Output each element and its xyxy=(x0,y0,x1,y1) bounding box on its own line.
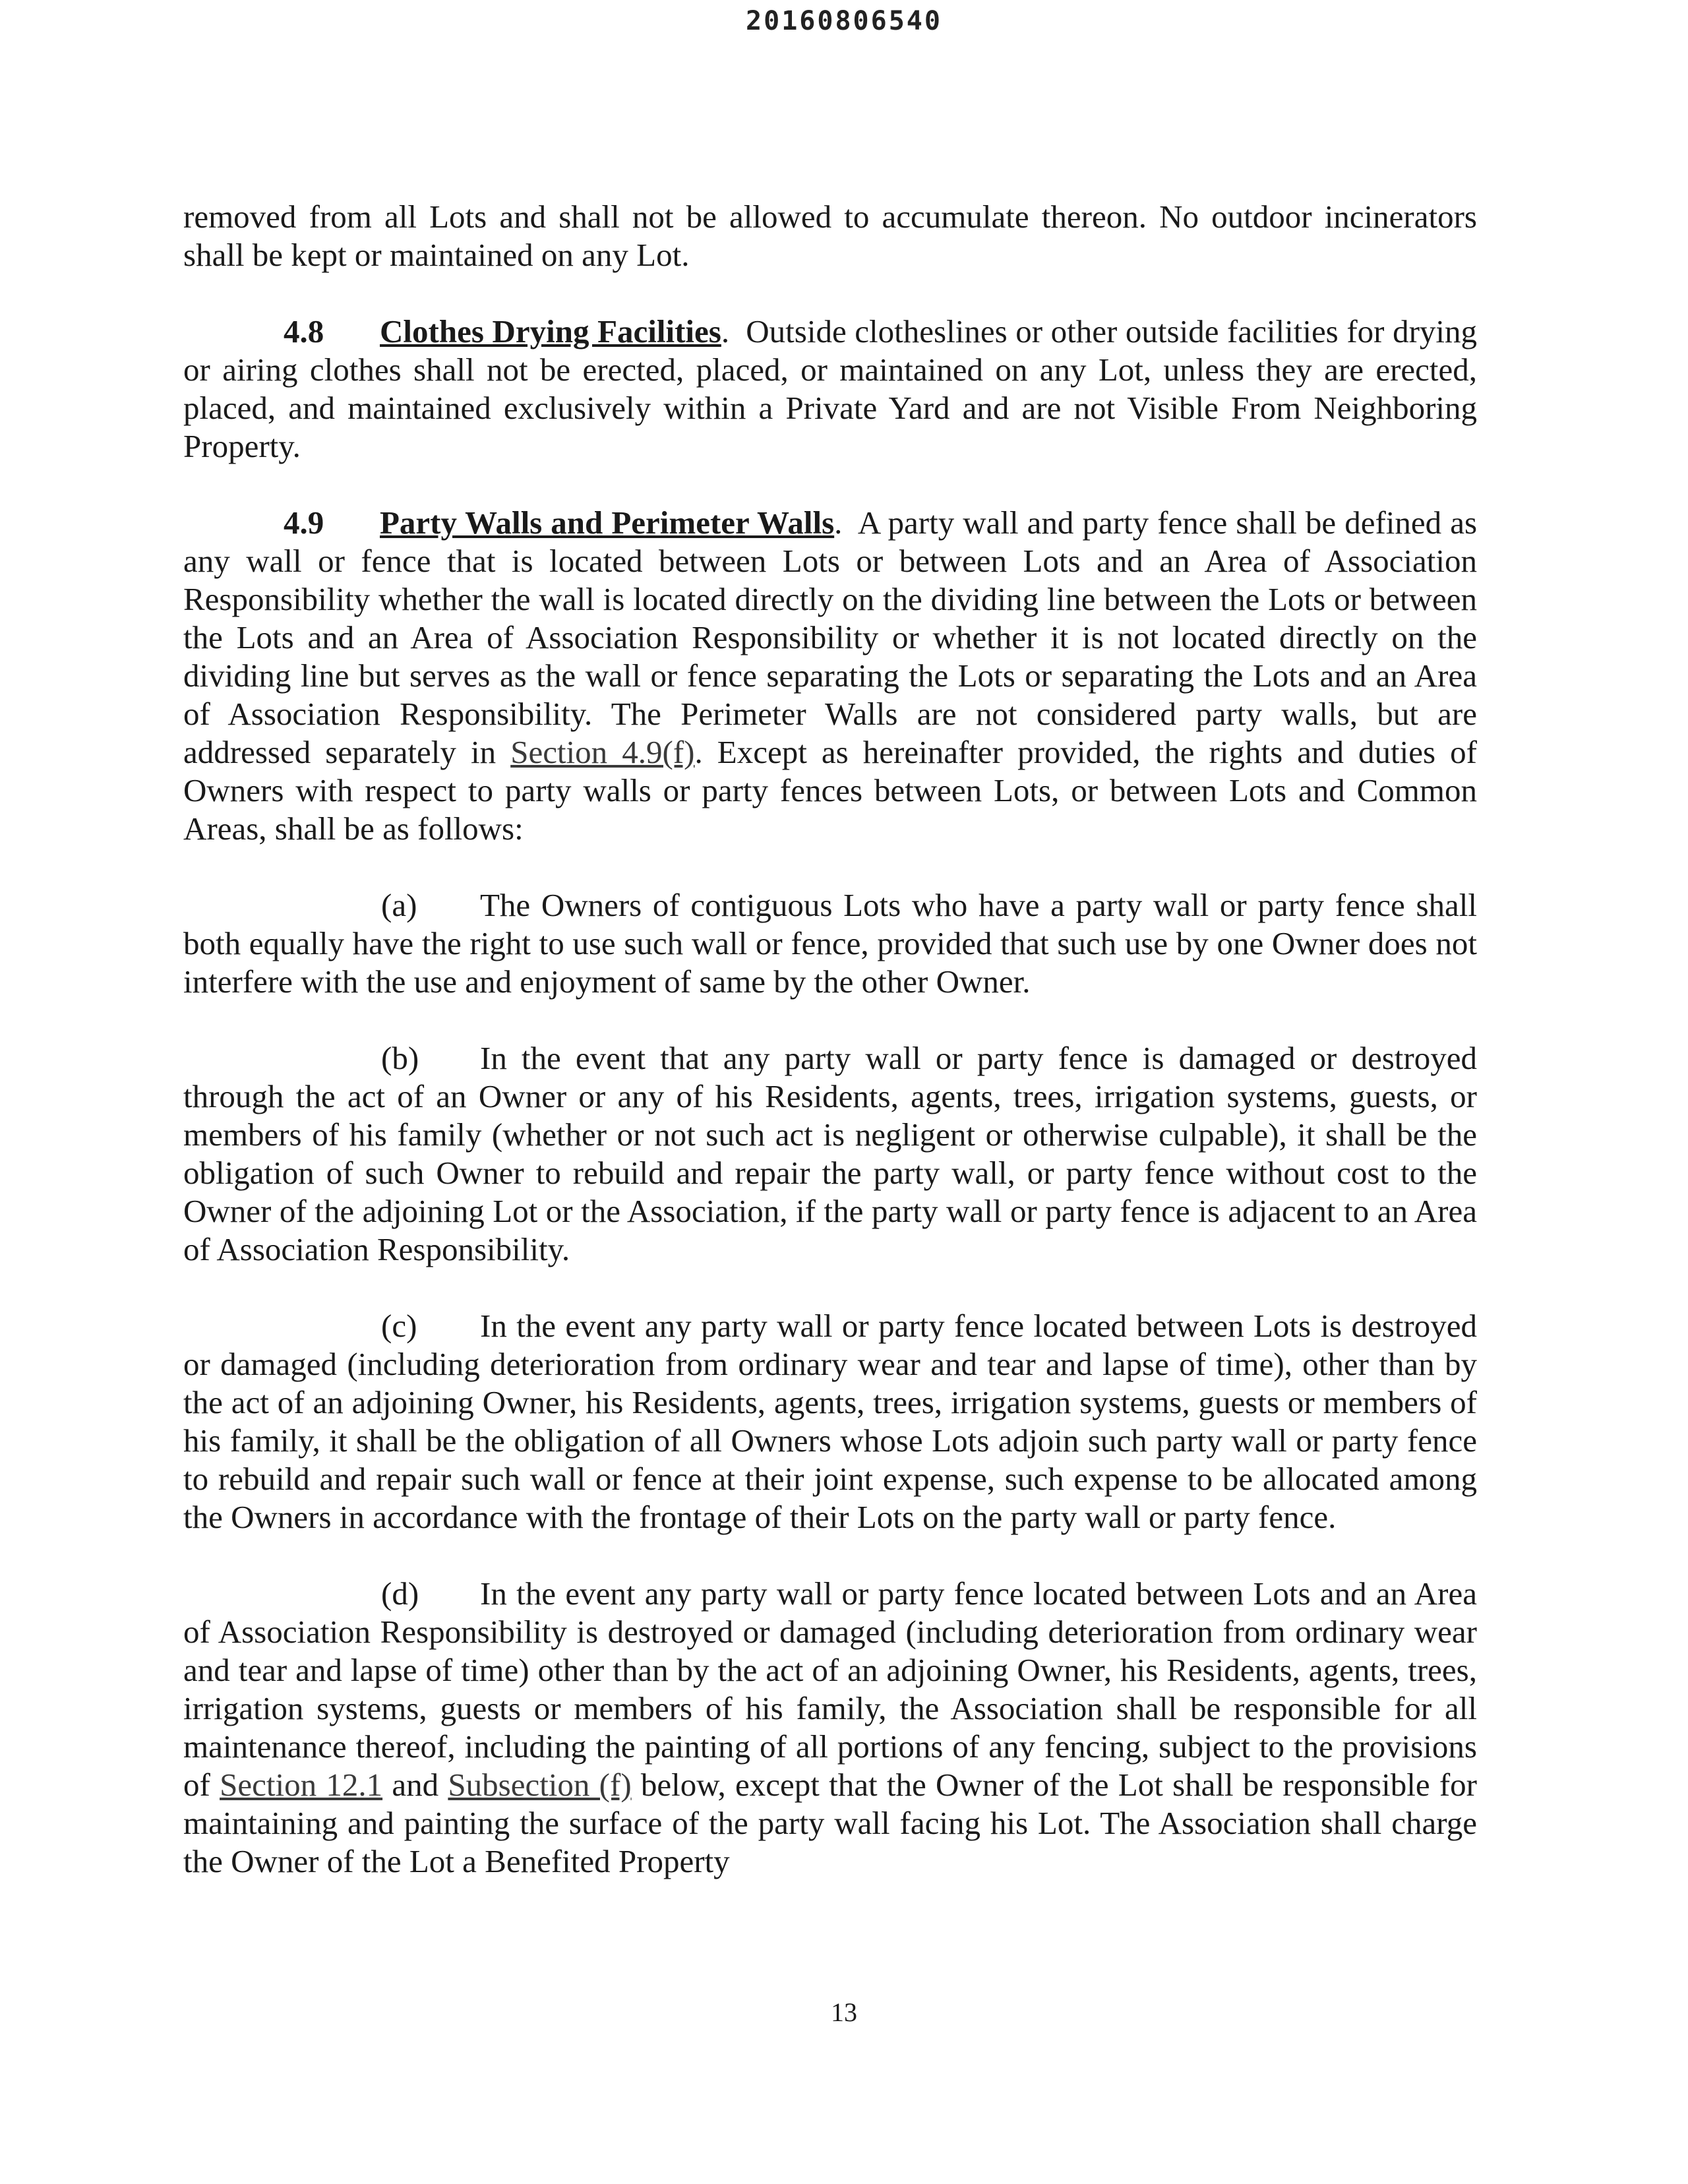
cross-reference-link[interactable]: Section 12.1 xyxy=(220,1767,383,1803)
subsection-label: (d) xyxy=(381,1575,419,1612)
section-4-8 xyxy=(183,313,1477,466)
subsection-text: In the event that any party wall or party fence is damaged or destroyed through the act of an Owner or any of his Residents, agents, trees, irrigation systems, guests, or members of his family (whether or not such act is negligent or otherwise culpable), it shall be the obligation of such Owner to rebuild and repair the party wall, or party fence without cost to the Owner of the adjoining Lot or the Association, if the party wall or party fence is adjacent to an Area of Association Responsibility. xyxy=(183,1040,1477,1267)
subsection-text: In the event any party wall or party fence located between Lots is destroyed or damaged (including deterioration from ordinary wear and tear and lapse of time), other than by the act of an adjoining Owner, his Residents, agents, trees, irrigation systems, guests or members of his family, it shall be the obligation of all Owners whose Lots adjoin such party wall or party fence to rebuild and repair such wall or fence at their joint expense, such expense to be allocated among the Owners in accordance with the frontage of their Lots on the party wall or party fence. xyxy=(183,1308,1477,1535)
subsection-label: (c) xyxy=(381,1308,417,1344)
intro-text: removed from all Lots and shall not be allowed to accumulate thereon. No outdoor incinerators shall be kept or maintained on any Lot. xyxy=(183,198,1477,273)
section-text: Outside clotheslines or other outside facilities for drying or airing clothes shall not be erected, placed, or maintained on any Lot, unless they are erected, placed, and maintained exclusively within a Private Yard and are not Visible From Neighboring Property. xyxy=(183,313,1478,464)
section-title: Party Walls and Perimeter Walls xyxy=(380,504,835,541)
section-number: 4.9 xyxy=(284,504,324,541)
cross-reference-link[interactable]: Subsection (f) xyxy=(448,1767,632,1803)
subsection-text: The Owners of contiguous Lots who have a party wall or party fence shall both equally have the right to use such wall or fence, provided that such use by one Owner does not interfere with the use and enjoyment of same by the other Owner. xyxy=(183,887,1477,1000)
subsection-c xyxy=(183,1307,1477,1536)
subsection-label: (b) xyxy=(381,1040,419,1076)
section-number: 4.8 xyxy=(284,313,324,349)
document-body xyxy=(183,198,1477,1919)
subsection-d xyxy=(183,1575,1477,1881)
section-title-period: . xyxy=(834,504,843,541)
subsection-text: below, except that the Owner of the Lot shall be responsible for maintaining and painting the surface of the party wall facing his Lot. The Association shall charge the Owner of the Lot a Benefited Property xyxy=(183,1767,1478,1879)
subsection-b xyxy=(183,1039,1477,1269)
subsection-a xyxy=(183,886,1477,1001)
subsection-text: In the event any party wall or party fence located between Lots and an Area of Association Responsibility is destroyed or damaged (including deterioration from ordinary wear and tear and lapse of time) other than by the act of an adjoining Owner, his Residents, agents, trees, irrigation systems, guests or members of his family, the Association shall be responsible for all maintenance thereof, including the painting of all portions of any fencing, subject to the provisions of xyxy=(183,1575,1477,1803)
document-number: 20160806540 xyxy=(746,6,942,36)
section-4-9 xyxy=(183,504,1477,848)
page-number: 13 xyxy=(831,1997,857,2027)
section-title-period: . xyxy=(721,313,730,349)
section-text: . Except as hereinafter provided, the rights and duties of Owners with respect to party walls or party fences between Lots, or between Lots and Common Areas, shall be as follows: xyxy=(183,734,1477,847)
subsection-label: (a) xyxy=(381,887,417,923)
subsection-text: and xyxy=(392,1767,439,1803)
section-text: A party wall and party fence shall be defined as any wall or fence that is located between Lots or between Lots and an Area of Association Responsibility whether the wall is located directly on the dividing line between the Lots or between the Lots and an Area of Association Responsibility or whether it is not located directly on the dividing line but serves as the wall or fence separating the Lots or separating the Lots and an Area of Association Responsibility. The Perimeter Walls are not considered party walls, but are addressed separately in xyxy=(183,504,1478,770)
section-title: Clothes Drying Facilities xyxy=(380,313,721,349)
cross-reference-link[interactable]: Section 4.9(f) xyxy=(510,734,695,770)
paragraph-intro xyxy=(183,198,1477,274)
